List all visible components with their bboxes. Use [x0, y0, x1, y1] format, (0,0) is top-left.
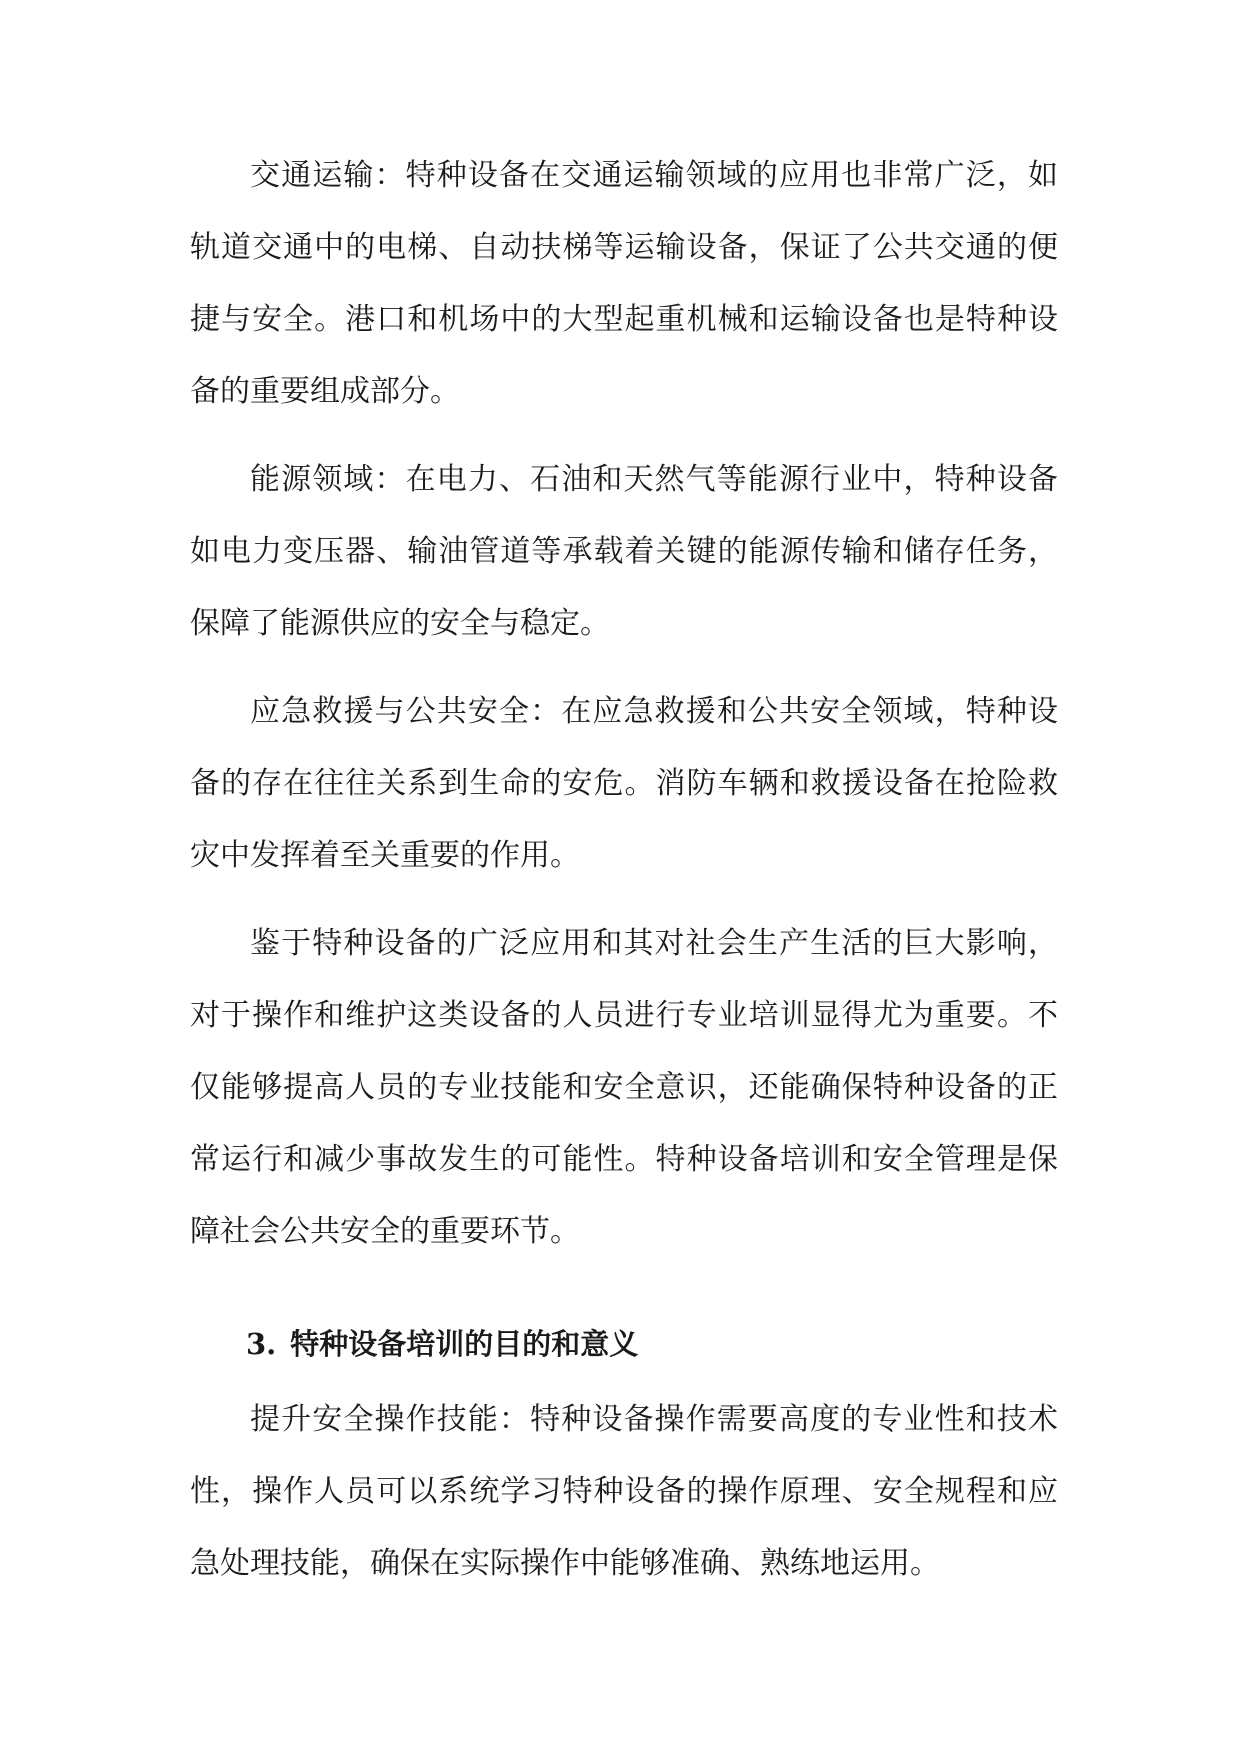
section-title: 特种设备培训的目的和意义 [290, 1327, 639, 1361]
section-number: 3. [246, 1327, 277, 1361]
document-page [190, 140, 1058, 1616]
section-heading [190, 1310, 1058, 1378]
paragraph-training-importance: 鉴于特种设备的广泛应用和其对社会生产生活的巨大影响，对于操作和维护这类设备的人员进行专业培训显得尤为重要。不仅能够提高人员的专业技能和安全意识，还能确保特种设备的正常运行和减少事故发生的可能性。特种设备培训和安全管理是保障社会公共安全的重要环节。 [190, 926, 1058, 1249]
paragraph-transportation: 交通运输：特种设备在交通运输领域的应用也非常广泛，如轨道交通中的电梯、自动扶梯等运输设备，保证了公共交通的便捷与安全。港口和机场中的大型起重机械和运输设备也是特种设备的重要组成部分。 [190, 158, 1058, 409]
paragraph-energy: 能源领域：在电力、石油和天然气等能源行业中，特种设备如电力变压器、输油管道等承载着关键的能源传输和储存任务，保障了能源供应的安全与稳定。 [190, 462, 1058, 641]
paragraph-emergency-rescue: 应急救援与公共安全：在应急救援和公共安全领域，特种设备的存在往往关系到生命的安危。消防车辆和救援设备在抢险救灾中发挥着至关重要的作用。 [190, 694, 1058, 873]
paragraph-safety-skills: 提升安全操作技能：特种设备操作需要高度的专业性和技术性，操作人员可以系统学习特种设备的操作原理、安全规程和应急处理技能，确保在实际操作中能够准确、熟练地运用。 [190, 1402, 1058, 1581]
